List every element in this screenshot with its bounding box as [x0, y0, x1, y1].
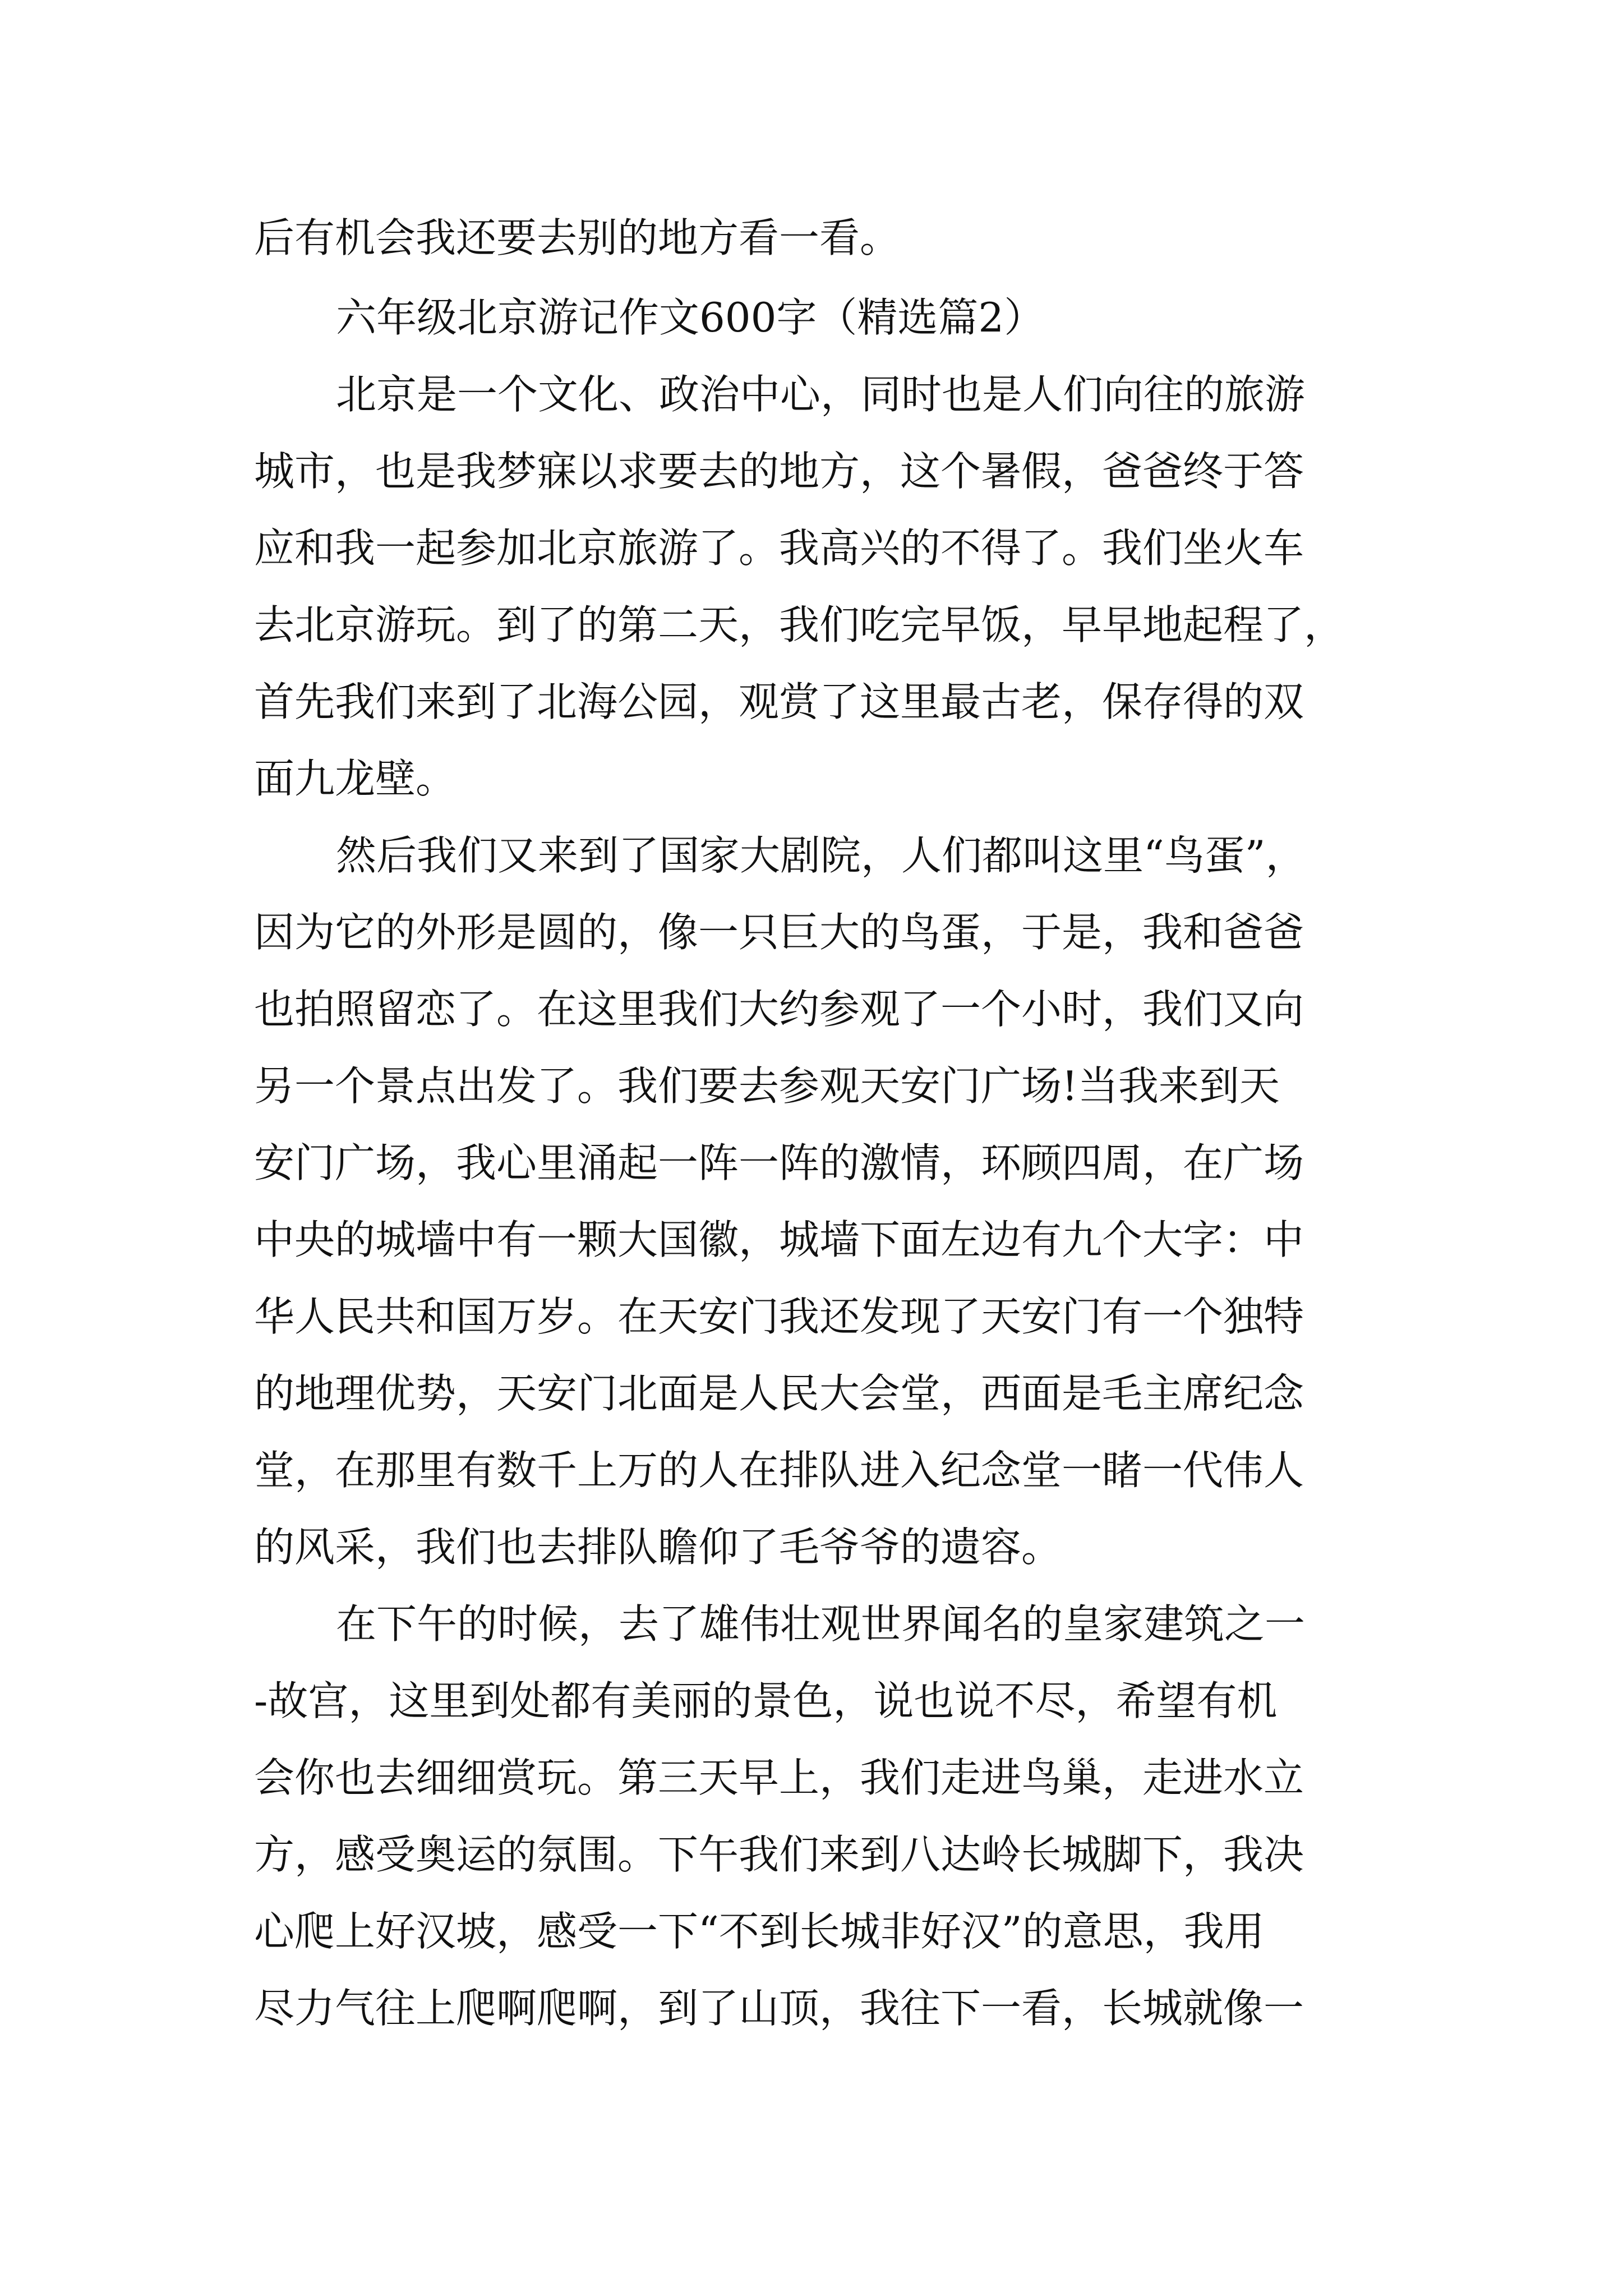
- text-line: 方，感受奥运的氛围。下午我们来到八达岭长城脚下，我决: [254, 1831, 1304, 1878]
- text-line: 安门广场，我心里涌起一阵一阵的激情，环顾四周，在广场: [254, 1139, 1304, 1186]
- text-line: 北京是一个文化、政治中心，同时也是人们向往的旅游: [336, 371, 1306, 418]
- text-line: 中央的城墙中有一颗大国徽，城墙下面左边有九个大字：中: [254, 1216, 1304, 1263]
- text-line: 的风采，我们也去排队瞻仰了毛爷爷的遗容。: [254, 1524, 1062, 1571]
- text-line: 因为它的外形是圆的，像一只巨大的鸟蛋，于是，我和爸爸: [254, 909, 1304, 956]
- text-line: 华人民共和国万岁。在天安门我还发现了天安门有一个独特: [254, 1293, 1304, 1340]
- text-line: 首先我们来到了北海公园，观赏了这里最古老，保存得的双: [254, 678, 1304, 725]
- text-line: 会你也去细细赏玩。第三天早上，我们走进鸟巢，走进水立: [254, 1754, 1304, 1801]
- text-line: 后有机会我还要去别的地方看一看。: [254, 214, 901, 261]
- text-line: 应和我一起参加北京旅游了。我高兴的不得了。我们坐火车: [254, 524, 1304, 572]
- text-line: 面九龙壁。: [254, 755, 457, 802]
- text-line: 城市，也是我梦寐以求要去的地方，这个暑假，爸爸终于答: [254, 448, 1304, 495]
- text-line: 心爬上好汉坡，感受一下“不到长城非好汉”的意思，我用: [254, 1908, 1265, 1955]
- text-line: 去北京游玩。到了的第二天，我们吃完早饭，早早地起程了，: [254, 601, 1345, 648]
- text-line: 堂，在那里有数千上万的人在排队进入纪念堂一睹一代伟人: [254, 1447, 1304, 1494]
- text-line: 的地理优势，天安门北面是人民大会堂，西面是毛主席纪念: [254, 1370, 1304, 1417]
- text-line: 在下午的时候，去了雄伟壮观世界闻名的皇家建筑之一: [336, 1600, 1306, 1648]
- text-line: 也拍照留恋了。在这里我们大约参观了一个小时，我们又向: [254, 986, 1304, 1033]
- text-line: 另一个景点出发了。我们要去参观天安门广场!当我来到天: [254, 1062, 1280, 1110]
- text-line: 然后我们又来到了国家大剧院，人们都叫这里“鸟蛋”，: [336, 832, 1306, 879]
- text-line: -故宫，这里到处都有美丽的景色，说也说不尽，希望有机: [254, 1677, 1278, 1724]
- section-heading: 六年级北京游记作文600字（精选篇2）: [336, 294, 1045, 341]
- text-line: 尽力气往上爬啊爬啊，到了山顶，我往下一看，长城就像一: [254, 1985, 1304, 2032]
